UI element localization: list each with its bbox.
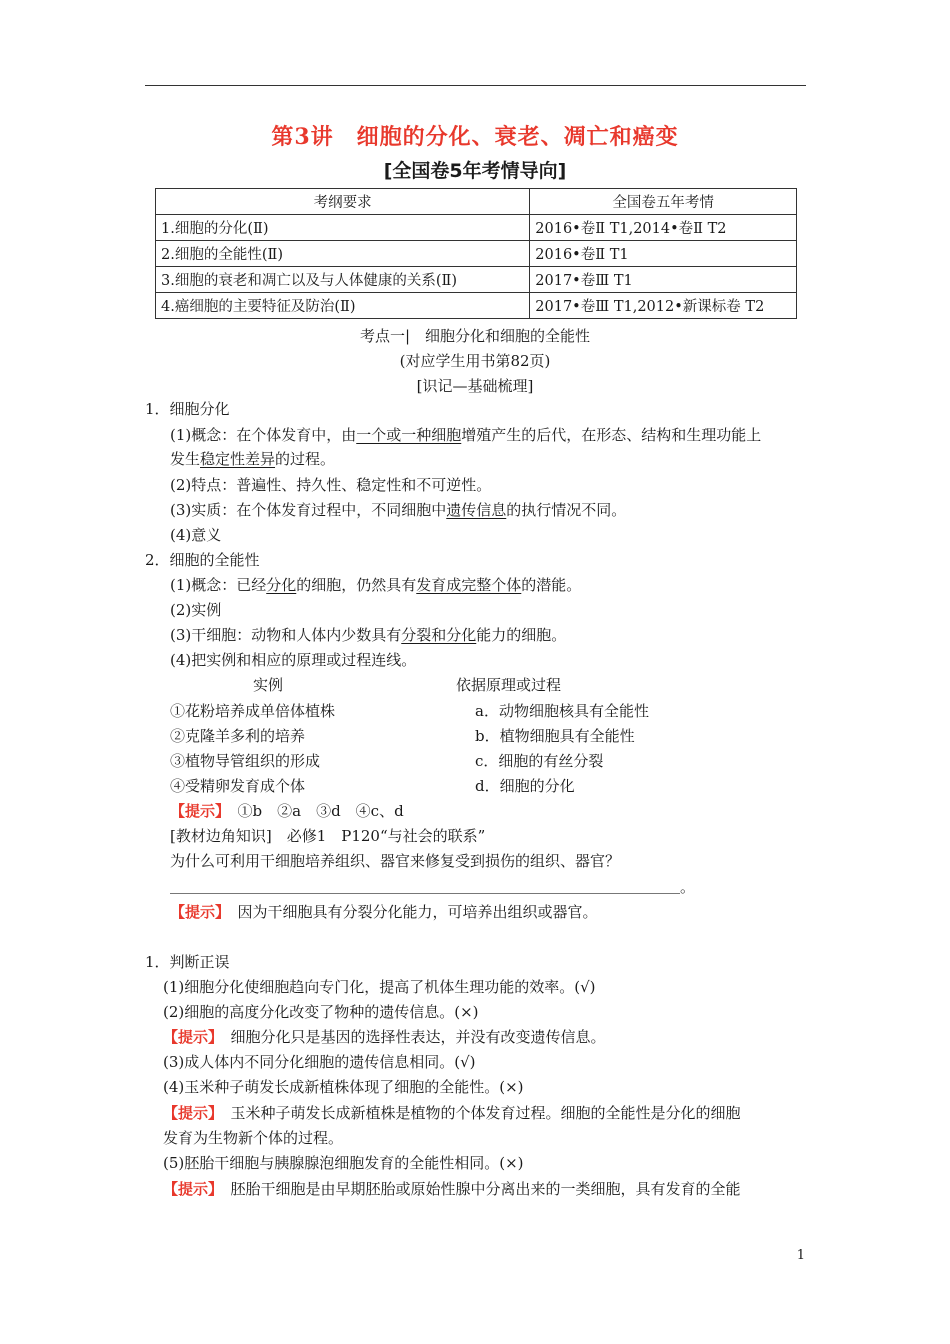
answer-blank xyxy=(170,893,680,894)
textbook-corner-note: [教材边角知识] 必修1 P120“与社会的联系” xyxy=(170,827,486,845)
table-row xyxy=(156,267,797,293)
key-term: 稳定性差异 xyxy=(200,450,276,468)
table-cell: 4.癌细胞的主要特征及防治(Ⅱ) xyxy=(156,293,530,319)
hint-line: 【提示】 胚胎干细胞是由早期胚胎或原始性腺中分离出来的一类细胞，具有发育的全能 xyxy=(163,1180,741,1198)
hint-label: 【提示】 xyxy=(163,1104,216,1122)
table-cell: 2.细胞的全能性(Ⅱ) xyxy=(156,241,530,267)
hint-label: 【提示】 xyxy=(170,802,223,820)
page-reference: (对应学生用书第82页) xyxy=(399,352,551,370)
paragraph: (3)干细胞：动物和人体内少数具有分裂和分化能力的细胞。 xyxy=(170,626,567,644)
table-row xyxy=(156,293,797,319)
table-cell: 2017•卷Ⅲ T1,2012•新课标卷 T2 xyxy=(530,293,797,319)
page-number: 1 xyxy=(796,1248,805,1263)
hint-line: 【提示】 因为干细胞具有分裂分化能力，可培养出组织或器官。 xyxy=(170,903,598,921)
table-cell: 3.细胞的衰老和凋亡以及与人体健康的关系(Ⅱ) xyxy=(156,267,530,293)
match-left-item: ①花粉培养成单倍体植株 xyxy=(170,702,336,720)
table-header: 全国卷五年考情 xyxy=(530,189,797,215)
judge-item: (1)细胞分化使细胞趋向专门化，提高了机体生理功能的效率。(√) xyxy=(163,978,596,996)
match-column-header: 实例 xyxy=(253,676,284,694)
section-tag: [识记—基础梳理] xyxy=(416,377,534,395)
page-title: 第3讲 细胞的分化、衰老、凋亡和癌变 xyxy=(271,124,679,150)
hint-label: 【提示】 xyxy=(163,1028,216,1046)
judge-item: (3)成人体内不同分化细胞的遗传信息相同。(√) xyxy=(163,1053,476,1071)
paragraph: (4)意义 xyxy=(170,526,222,544)
paragraph: (2)实例 xyxy=(170,601,222,619)
question-text: 为什么可利用干细胞培养组织、器官来修复受到损伤的组织、器官？ xyxy=(170,852,621,870)
table-row xyxy=(156,215,797,241)
hint-label: 【提示】 xyxy=(170,903,223,921)
match-right-item: d．细胞的分化 xyxy=(475,777,575,795)
judge-item: (4)玉米种子萌发长成新植株体现了细胞的全能性。(×) xyxy=(163,1078,524,1096)
hint-label: 【提示】 xyxy=(163,1180,216,1198)
paragraph: (1)概念：已经分化的细胞，仍然具有发育成完整个体的潜能。 xyxy=(170,576,582,594)
table-header-row xyxy=(156,189,797,215)
hint-line: 【提示】 ①b ②a ③d ④c、d xyxy=(170,802,404,820)
judge-item: (2)细胞的高度分化改变了物种的遗传信息。(×) xyxy=(163,1003,479,1021)
header-rule xyxy=(145,85,806,86)
match-right-item: a．动物细胞核具有全能性 xyxy=(475,702,649,720)
answer-blank-line: 。 xyxy=(170,876,695,898)
paragraph: (3)实质：在个体发育过程中，不同细胞中遗传信息的执行情况不同。 xyxy=(170,501,627,519)
page-subtitle: [全国卷5年考情导向] xyxy=(383,160,567,182)
match-left-item: ④受精卵发育成个体 xyxy=(170,777,306,795)
match-column-header: 依据原理或过程 xyxy=(456,676,562,694)
key-term: 分裂和分化 xyxy=(401,626,477,644)
exam-requirements-table xyxy=(155,188,797,319)
table-header: 考纲要求 xyxy=(156,189,530,215)
table-cell: 2016•卷Ⅱ T1 xyxy=(530,241,797,267)
hint-line: 【提示】 细胞分化只是基因的选择性表达，并没有改变遗传信息。 xyxy=(163,1028,606,1046)
key-term: 分化 xyxy=(266,576,297,594)
judge-item: (5)胚胎干细胞与胰腺腺泡细胞发育的全能性相同。(×) xyxy=(163,1154,524,1172)
paragraph: 发育为生物新个体的过程。 xyxy=(163,1129,344,1147)
paragraph: 发生稳定性差异的过程。 xyxy=(170,450,336,468)
table-cell: 2016•卷Ⅱ T1,2014•卷Ⅱ T2 xyxy=(530,215,797,241)
section-heading: 考点一| 细胞分化和细胞的全能性 xyxy=(359,327,591,345)
match-left-item: ②克隆羊多利的培养 xyxy=(170,727,306,745)
heading-cell-differentiation: 1．细胞分化 xyxy=(145,400,230,418)
heading-true-false: 1．判断正误 xyxy=(145,953,230,971)
table-cell: 2017•卷Ⅲ T1 xyxy=(530,267,797,293)
hint-line: 【提示】 玉米种子萌发长成新植株是植物的个体发育过程。细胞的全能性是分化的细胞 xyxy=(163,1104,741,1122)
heading-totipotency: 2．细胞的全能性 xyxy=(145,551,260,569)
match-right-item: b．植物细胞具有全能性 xyxy=(475,727,635,745)
match-right-item: c．细胞的有丝分裂 xyxy=(475,752,604,770)
key-term: 发育成完整个体 xyxy=(416,576,522,594)
paragraph: (4)把实例和相应的原理或过程连线。 xyxy=(170,651,417,669)
paragraph: (2)特点：普遍性、持久性、稳定性和不可逆性。 xyxy=(170,476,492,494)
match-left-item: ③植物导管组织的形成 xyxy=(170,752,321,770)
key-term: 一个或一种细胞 xyxy=(356,426,462,444)
table-cell: 1.细胞的分化(Ⅱ) xyxy=(156,215,530,241)
table-row xyxy=(156,241,797,267)
key-term: 遗传信息 xyxy=(446,501,507,519)
paragraph: (1)概念：在个体发育中，由一个或一种细胞增殖产生的后代，在形态、结构和生理功能上 xyxy=(170,426,762,444)
